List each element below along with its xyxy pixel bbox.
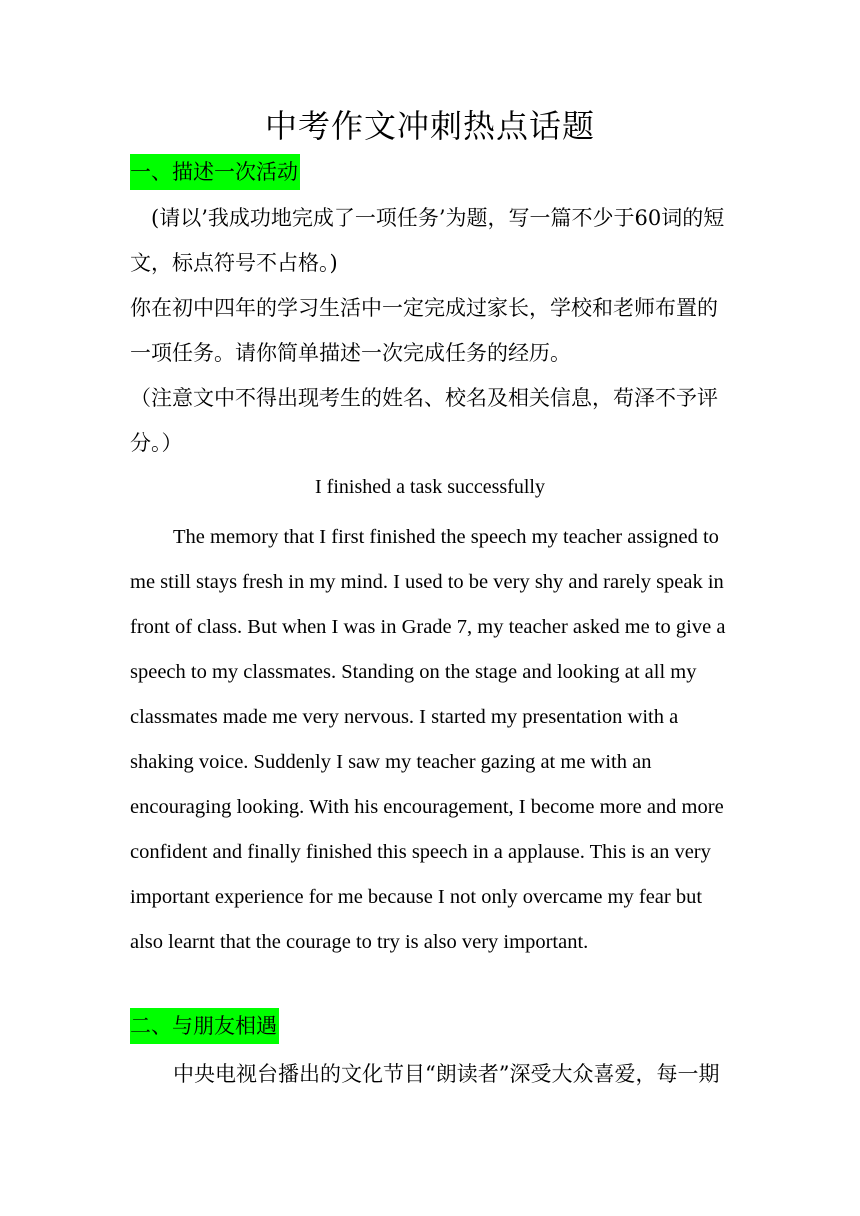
section-heading-1: 一、描述一次活动: [130, 154, 300, 190]
note-paragraph: （注意文中不得出现考生的姓名、校名及相关信息，苟泽不予评分。）: [130, 386, 718, 455]
prompt-paragraph: 你在初中四年的学习生活中一定完成过家长，学校和老师布置的一项任务。请你简单描述一次完成任务的经历。: [130, 296, 718, 365]
page-title: 中考作文冲刺热点话题: [264, 107, 595, 145]
instruction-paragraph: (请以’我成功地完成了一项任务’为题，写一篇不少于60词的短文，标点符号不占格。): [130, 206, 725, 275]
section2-first-line: 中央电视台播出的文化节目“朗读者”深受大众喜爱，每一期: [173, 1062, 720, 1086]
essay-body: The memory that I first finished the speech my teacher assigned to me still stays fresh in my mind. I used to be very shy and rarely speak in front of class. But when I was in Grade 7, my teacher asked me to give a speech to my classmates. Standing on the stage and looking at all my classmates made me very nervous. I started my presentation with a shaking voice. Suddenly I saw my teacher gazing at me with an encouraging looking. With his encouragement, I become more and more confident and finally finished this speech in a applause. This is an very important experience for me because I not only overcame my fear but also learnt that the courage to try is also very important.: [130, 526, 726, 953]
essay-title: I finished a task successfully: [315, 476, 545, 498]
section-heading-2: 二、与朋友相遇: [130, 1008, 279, 1044]
